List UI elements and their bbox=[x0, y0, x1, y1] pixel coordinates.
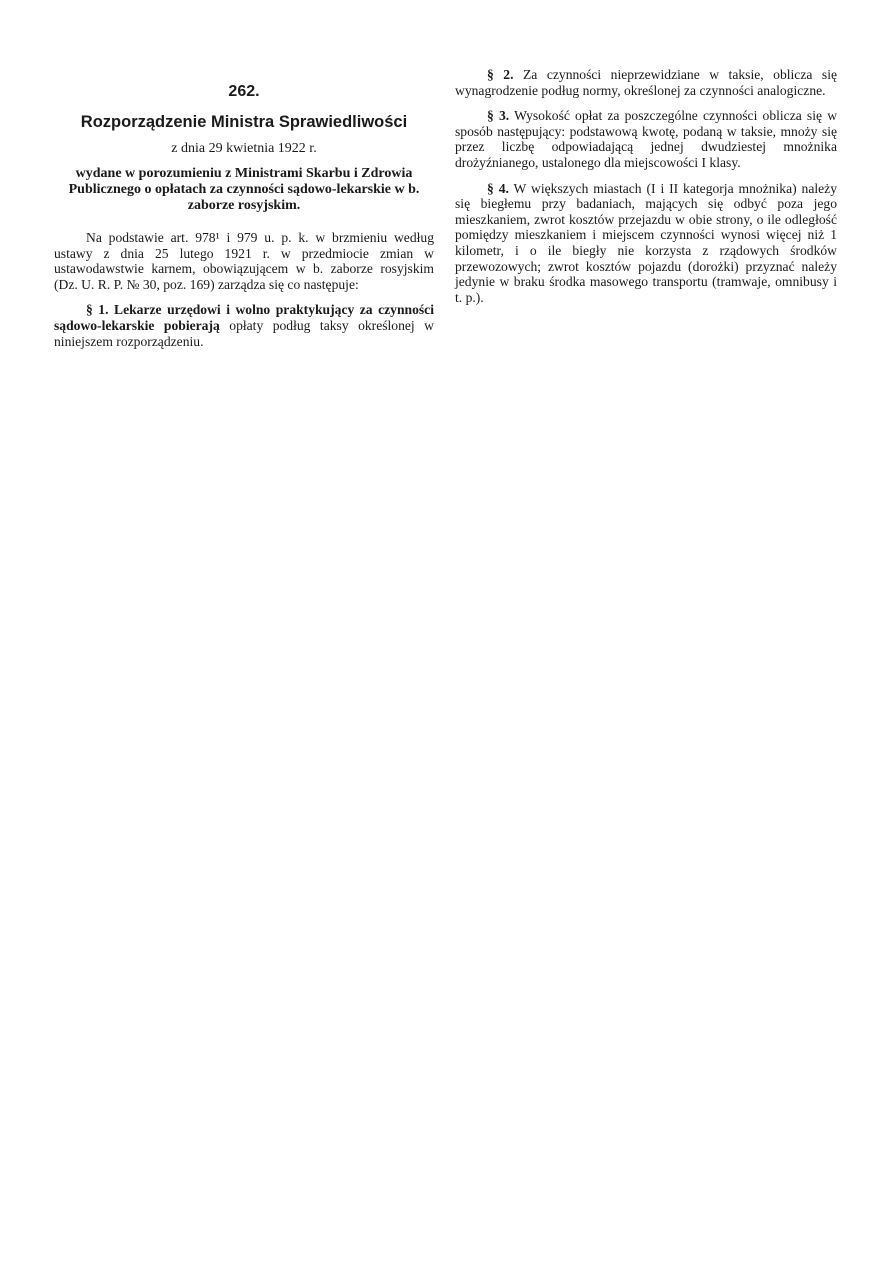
act-subtitle: wydane w porozumieniu z Ministrami Skarbu i Zdrowia Publicznego o opłatach za czynności sądowo-lekarskie w b. zaborze rosyjskim. bbox=[68, 166, 420, 213]
section-2-text: Za czynności nieprzewidziane w taksie, oblicza się wynagrodzenie podług normy, określonej za czynności analogiczne. bbox=[455, 67, 838, 98]
right-column bbox=[455, 67, 837, 305]
section-1-label: § 1. bbox=[86, 302, 109, 318]
section-3-text: Wysokość opłat za poszczególne czynności oblicza się w sposób następujący: podstawową kwotę, podaną w taksie, mnoży się przez liczbę odpowiadającą jednej dwudziestej mnożnika drożyźnianego, ustalonego dla miejscowości I klasy. bbox=[455, 108, 838, 170]
section-4-text: W większych miastach (I i II kategorja mnożnika) należy się biegłemu przy badaniach, mających się odbyć poza jego mieszkaniem, zwrot kosztów przejazdu w obie strony, o ile odległość pomiędzy mieszkaniem i miejscem czynności wynosi więcej niż 1 kilometr, i o ile biegły nie korzysta z rządowych środków przewozowych; zwrot kosztów pojazdu (dorożki) przyznać należy jedynie w braku środka masowego transportu (tramwaje, omnibusy i t. p.). bbox=[455, 180, 838, 305]
act-title: Rozporządzenie Ministra Sprawiedliwości bbox=[80, 113, 408, 131]
section-3-label: § 3. bbox=[487, 108, 510, 124]
act-number: 262. bbox=[228, 83, 260, 100]
section-4-paragraph bbox=[455, 181, 837, 306]
section-3-paragraph bbox=[455, 108, 837, 170]
section-2-label: § 2. bbox=[487, 67, 514, 82]
section-1-paragraph bbox=[54, 302, 434, 349]
section-4-label: § 4. bbox=[487, 180, 509, 196]
preamble-paragraph: Na podstawie art. 978¹ i 979 u. p. k. w brzmieniu według ustawy z dnia 25 lutego 1921 r. w przedmiocie zmian w ustawodawstwie karnem, obowiązującem w b. zaborze rosyjskim (Dz. U. R. P. № 30, poz. 169) zarządza się co następuje: bbox=[54, 230, 434, 292]
left-column bbox=[54, 82, 434, 349]
act-date: z dnia 29 kwietnia 1922 r. bbox=[171, 141, 317, 156]
section-2-paragraph bbox=[455, 67, 837, 98]
section-1-text: opłaty podług taksy określonej w niniejszem rozporządzeniu. bbox=[54, 317, 434, 349]
section-1-bold-text: Lekarze urzędowi i wolno praktykujący za czynności sądowo-lekarskie pobierają bbox=[54, 302, 434, 333]
